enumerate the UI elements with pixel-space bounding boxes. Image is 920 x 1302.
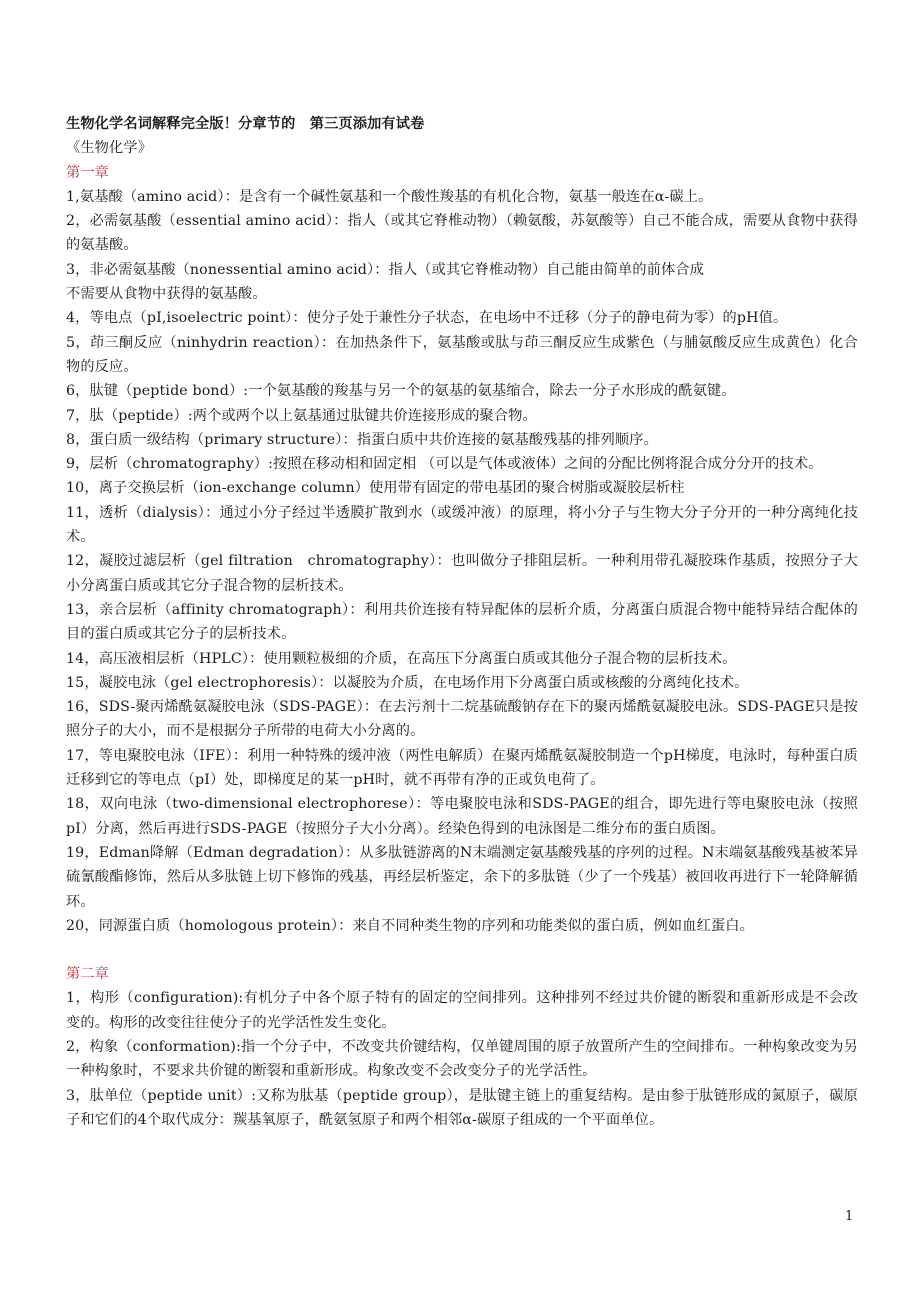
term-entry: 10，离子交换层析（ion-exchange column）使用带有固定的带电基团的聚合树脂或凝胶层析柱: [66, 480, 685, 497]
term-entry: 9，层析（chromatography）:按照在移动相和固定相 （可以是气体或液体）之间的分配比例将混合成分分开的技术。: [66, 456, 823, 473]
term-entry: 1，构形（configuration):有机分子中各个原子特有的固定的空间排列。这种排列不经过共价键的断裂和重新形成是不会改变的。构形的改变往往使分子的光学活性发生变化。: [66, 990, 858, 1031]
chapter-1-entries: [66, 185, 858, 938]
chapter-1-heading: 第一章: [66, 164, 110, 181]
term-entry: 12，凝胶过滤层析（gel filtration chromatography）：也叫做分子排阻层析。一种利用带孔凝胶珠作基质，按照分子大小分离蛋白质或其它分子混合物的层析技术。: [66, 553, 858, 594]
term-entry: 3，非必需氨基酸（nonessential amino acid）：指人（或其它脊椎动物）自己能由简单的前体合成: [66, 261, 705, 278]
term-entry: 18，双向电泳（two-dimensional electrophorese）：等电聚胶电泳和SDS-PAGE的组合，即先进行等电聚胶电泳（按照pI）分离，然后再进行SDS-PAGE（按照分子大小分离）。经染色得到的电泳图是二维分布的蛋白质图。: [66, 796, 858, 837]
document-subtitle: 《生物化学》: [66, 140, 153, 157]
term-entry: 19，Edman降解（Edman degradation）：从多肽链游离的N末端测定氨基酸残基的序列的过程。N末端氨基酸残基被苯异硫氰酸酯修饰，然后从多肽链上切下修饰的残基，再经层析鉴定，余下的多肽链（少了一个残基）被回收再进行下一轮降解循环。: [66, 844, 858, 910]
term-entry: 15，凝胶电泳（gel electrophoresis）：以凝胶为介质，在电场作用下分离蛋白质或核酸的分离纯化技术。: [66, 674, 749, 691]
term-entry: 5，茚三酮反应（ninhydrin reaction）：在加热条件下，氨基酸或肽与茚三酮反应生成紫色（与脯氨酸反应生成黄色）化合物的反应。: [66, 334, 858, 375]
term-entry: 20，同源蛋白质（homologous protein）：来自不同种类生物的序列和功能类似的蛋白质，例如血红蛋白。: [66, 917, 754, 934]
document-title: 生物化学名词解释完全版！分章节的 第三页添加有试卷: [66, 116, 425, 132]
document-body: [66, 112, 858, 1132]
term-entry: 1,氨基酸（amino acid）：是含有一个碱性氨基和一个酸性羧基的有机化合物，氨基一般连在α-碳上。: [66, 188, 713, 205]
section-gap: [66, 938, 858, 962]
term-entry: 2，必需氨基酸（essential amino acid）：指人（或其它脊椎动物）（赖氨酸，苏氨酸等）自己不能合成，需要从食物中获得的氨基酸。: [66, 213, 858, 254]
term-entry: 13，亲合层析（affinity chromatograph）：利用共价连接有特异配体的层析介质，分离蛋白质混合物中能特异结合配体的目的蛋白质或其它分子的层析技术。: [66, 601, 858, 643]
term-entry: 17，等电聚胶电泳（IFE）：利用一种特殊的缓冲液（两性电解质）在聚丙烯酰氨凝胶制造一个pH梯度，电泳时，每种蛋白质迁移到它的等电点（pI）处，即梯度足的某一pH时，就不再带有净的正或负电荷了。: [66, 747, 858, 789]
page-number: 1: [845, 1209, 854, 1224]
term-entry: 2，构象（conformation):指一个分子中，不改变共价键结构，仅单键周围的原子放置所产生的空间排布。一种构象改变为另一种构象时，不要求共价键的断裂和重新形成。构象改变不会改变分子的光学活性。: [66, 1038, 858, 1080]
term-entry-continuation: 不需要从食物中获得的氨基酸。: [66, 286, 267, 303]
term-entry: 14，高压液相层析（HPLC）：使用颗粒极细的介质，在高压下分离蛋白质或其他分子混合物的层析技术。: [66, 650, 737, 667]
term-entry: 7，肽（peptide）:两个或两个以上氨基通过肽键共价连接形成的聚合物。: [66, 407, 537, 424]
term-entry: 6，肽键（peptide bond）:一个氨基酸的羧基与另一个的氨基的氨基缩合，除去一分子水形成的酰氨键。: [66, 383, 736, 400]
term-entry: 11，透析（dialysis）：通过小分子经过半透膜扩散到水（或缓冲液）的原理，将小分子与生物大分子分开的一种分离纯化技术。: [66, 504, 858, 546]
term-entry: 16，SDS-聚丙烯酰氨凝胶电泳（SDS-PAGE）：在去污剂十二烷基硫酸钠存在下的聚丙烯酰氨凝胶电泳。SDS-PAGE只是按照分子的大小，而不是根据分子所带的电荷大小分离的。: [66, 699, 858, 740]
term-entry: 8，蛋白质一级结构（primary structure）：指蛋白质中共价连接的氨基酸残基的排列顺序。: [66, 431, 658, 448]
term-entry: 3，肽单位（peptide unit）:又称为肽基（peptide group），是肽键主链上的重复结构。是由参于肽链形成的氮原子，碳原子和它们的4个取代成分：羰基氧原子，酰氨氢原子和两个相邻α-碳原子组成的一个平面单位。: [66, 1087, 858, 1128]
term-entry: 4，等电点（pI,isoelectric point）：使分子处于兼性分子状态，在电场中不迁移（分子的静电荷为零）的pH值。: [66, 310, 788, 327]
chapter-2-heading: 第二章: [66, 966, 110, 983]
chapter-2-entries: [66, 986, 858, 1132]
